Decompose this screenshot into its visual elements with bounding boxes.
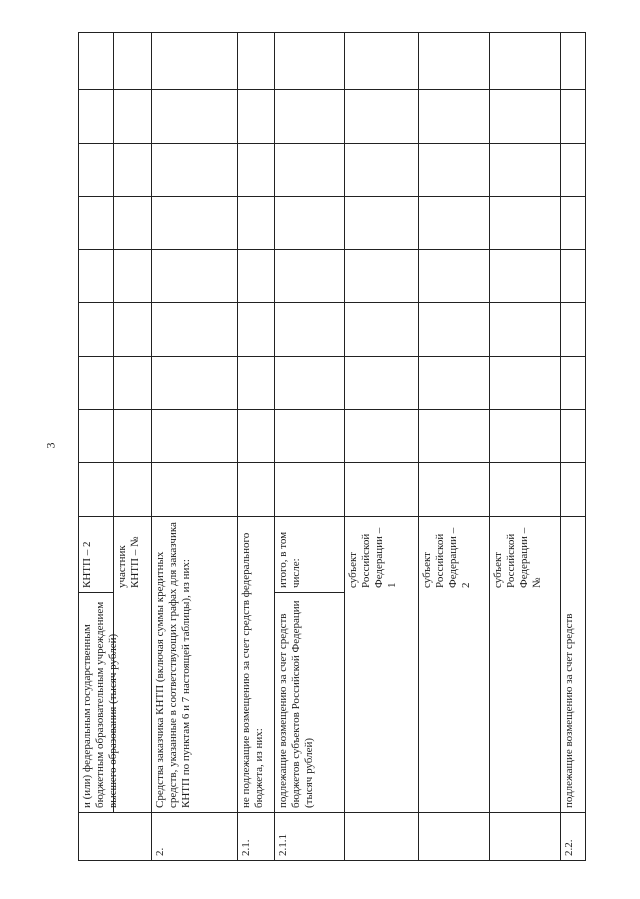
row-num-2-2: 2.2.: [563, 839, 575, 856]
row-num-2: 2.: [154, 847, 166, 856]
grid-line: [78, 89, 585, 90]
row-total-label: итого, в том числе:: [277, 531, 302, 588]
subject-label-2: субъект Российской Федерации – 2: [421, 527, 472, 588]
row-text-2-1-1: подлежащие возмещению за счет средств бюджетов субъектов Российской Федерации (тысяч рублей): [277, 600, 315, 808]
sub-label-participant-kntp: участник КНТП – №: [116, 536, 141, 588]
grid-line: [78, 302, 585, 303]
row-num-2-1-1: 2.1.1: [277, 834, 289, 856]
subject-label-1: субъект Российской Федерации – 1: [347, 527, 398, 588]
row-num-2-1: 2.1.: [240, 839, 252, 856]
grid-line: [78, 196, 585, 197]
grid-line: [78, 249, 585, 250]
row-text-2-2: подлежащие возмещению за счет средств: [563, 613, 575, 808]
grid-line: [78, 143, 585, 144]
grid-line: [418, 32, 419, 861]
row-text-2-1: не подлежащие возмещению за счет средств федерального бюджета, из них:: [240, 532, 265, 808]
sub-label-kntp-2: КНТП – 2: [81, 541, 93, 588]
grid-line: [78, 32, 585, 33]
grid-line: [78, 409, 585, 410]
page-number: 3: [43, 442, 58, 449]
row-text-continuation: и (или) федеральным государственным бюджетным образовательным учреждением высшего образования (тысяч рублей): [81, 601, 119, 808]
grid-line: [78, 860, 585, 861]
grid-line: [78, 356, 585, 357]
grid-line: [489, 32, 490, 861]
grid-line: [585, 32, 586, 861]
grid-line: [344, 32, 345, 861]
budget-table: [78, 32, 585, 860]
row-text-2: Средства заказчика КНТП (включая суммы кредитных средств, указанные в соответствующих графах для заказчика КНТП по пунктам 6 и 7 настоящей таблицы), из них:: [154, 522, 192, 808]
grid-line: [78, 462, 585, 463]
subject-label-n: субъект Российской Федерации – №: [492, 527, 543, 588]
